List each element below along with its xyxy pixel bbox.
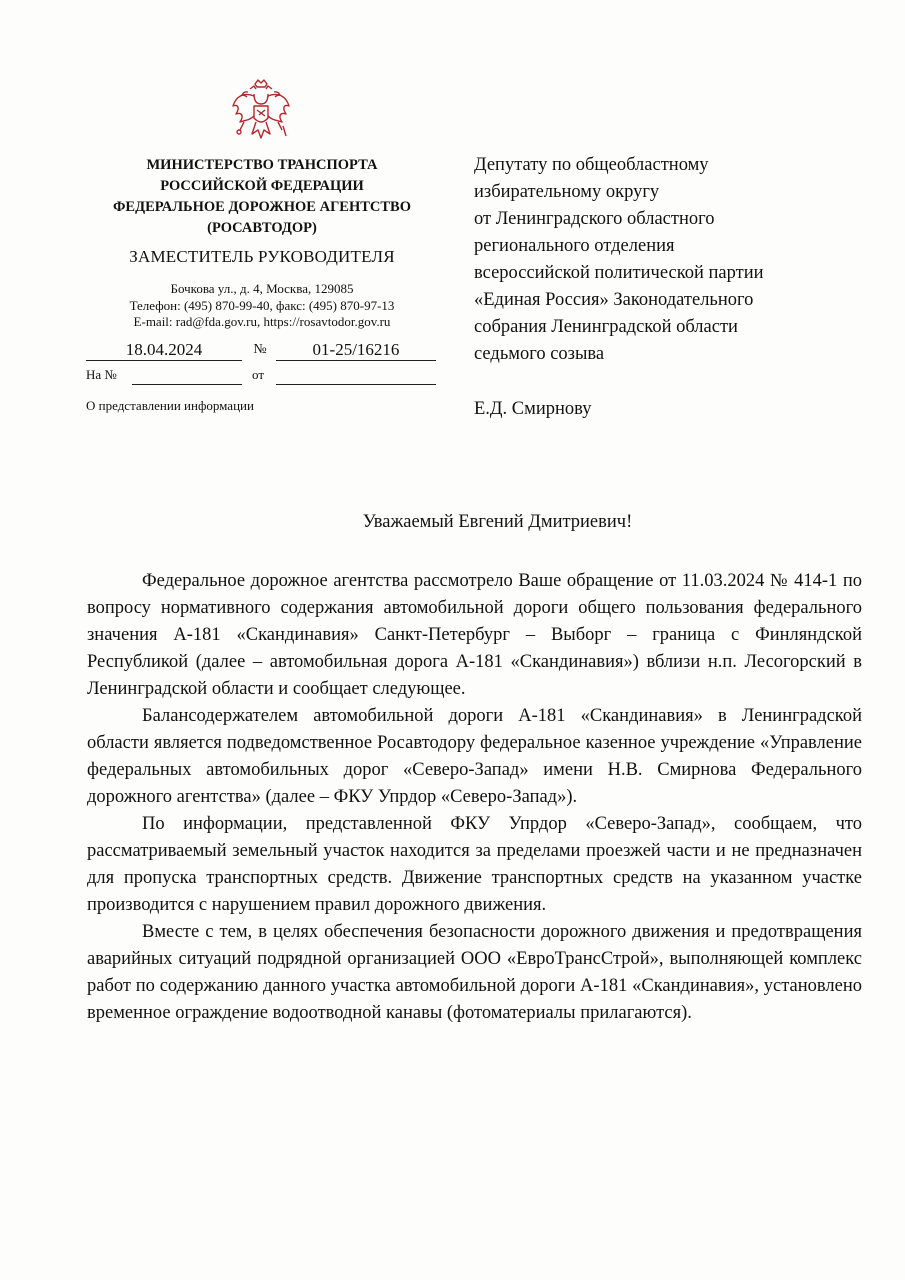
- sender-position: ЗАМЕСТИТЕЛЬ РУКОВОДИТЕЛЯ: [129, 247, 395, 266]
- postal-address: Бочкова ул., д. 4, Москва, 129085: [170, 281, 354, 296]
- reference-label: На №: [86, 367, 117, 382]
- document-date: 18.04.2024: [86, 340, 242, 361]
- addressee-line: от Ленинградского областного: [474, 209, 715, 229]
- addressee-name: Е.Д. Смирнову: [474, 399, 592, 419]
- addressee-line: собрания Ленинградской области: [474, 317, 738, 337]
- reference-date-line: [276, 364, 436, 385]
- body-paragraph: Балансодержателем автомобильной дороги А-181 «Скандинавия» в Ленинградской области является подведомственное Росавтодору федеральное казенное учреждение «Управление федеральных автомобильных дорог «Северо-Запад» имени Н.В. Смирнова Федерального дорожного агентства» (далее – ФКУ Упрдор «Северо-Запад»).: [87, 706, 862, 807]
- letter-subject: О представлении информации: [86, 398, 254, 413]
- addressee-line: «Единая Россия» Законодательного: [474, 290, 754, 310]
- body-paragraph: Вместе с тем, в целях обеспечения безопасности дорожного движения и предотвращения аварийных ситуаций подрядной организацией ООО «ЕвроТрансСтрой», выполняющей комплекс работ по содержанию данного участка автомобильной дороги А-181 «Скандинавия», установлено временное ограждение водоотводной канавы (фотоматериалы прилагаются).: [87, 922, 862, 1023]
- number-sign: №: [253, 342, 267, 357]
- org-line: МИНИСТЕРСТВО ТРАНСПОРТА: [146, 157, 378, 173]
- letter-body: [87, 568, 862, 1027]
- org-line: (РОСАВТОДОР): [207, 220, 317, 236]
- addressee-block: [474, 152, 874, 368]
- phone-fax: Телефон: (495) 870-99-40, факс: (495) 870-97-13: [129, 297, 395, 313]
- org-line: ФЕДЕРАЛЬНОЕ ДОРОЖНОЕ АГЕНТСТВО: [112, 199, 412, 215]
- addressee-line: всероссийской политической партии: [474, 263, 764, 283]
- from-label: от: [252, 367, 265, 382]
- body-paragraph: Федеральное дорожное агентства рассмотрело Ваше обращение от 11.03.2024 № 414-1 по вопросу нормативного содержания автомобильной дороги общего пользования федерального значения А-181 «Скандинавия» Санкт-Петербург – Выборг – граница с Финляндской Республикой (далее – автомобильная дорога А-181 «Скандинавия») вблизи н.п. Лесогорский в Ленинградской области и сообщает следующее.: [87, 571, 862, 699]
- russian-coat-of-arms-icon: [230, 78, 292, 144]
- organization-name: [82, 155, 442, 239]
- body-paragraph: По информации, представленной ФКУ Упрдор «Северо-Запад», сообщаем, что рассматриваемый земельный участок находится за пределами проезжей части и не предназначен для пропуска транспортных средств. Движение транспортных средств на указанном участке производится с нарушением правил дорожного движения.: [87, 814, 862, 915]
- incoming-reference: [86, 364, 436, 386]
- document-number: 01-25/16216: [276, 340, 436, 361]
- addressee-line: седьмого созыва: [474, 344, 605, 364]
- addressee-line: Депутату по общеобластному: [474, 155, 709, 175]
- addressee-line: избирательному округу: [474, 182, 660, 202]
- addressee-line: регионального отделения: [474, 236, 675, 256]
- email-website: E-mail: rad@fda.gov.ru, https://rosavtodor.gov.ru: [133, 314, 391, 329]
- reference-number-line: [132, 364, 242, 385]
- org-line: РОССИЙСКОЙ ФЕДЕРАЦИИ: [160, 178, 364, 194]
- contact-info: [82, 281, 442, 331]
- salutation: Уважаемый Евгений Дмитриевич!: [362, 512, 633, 532]
- outgoing-registration: [86, 340, 436, 362]
